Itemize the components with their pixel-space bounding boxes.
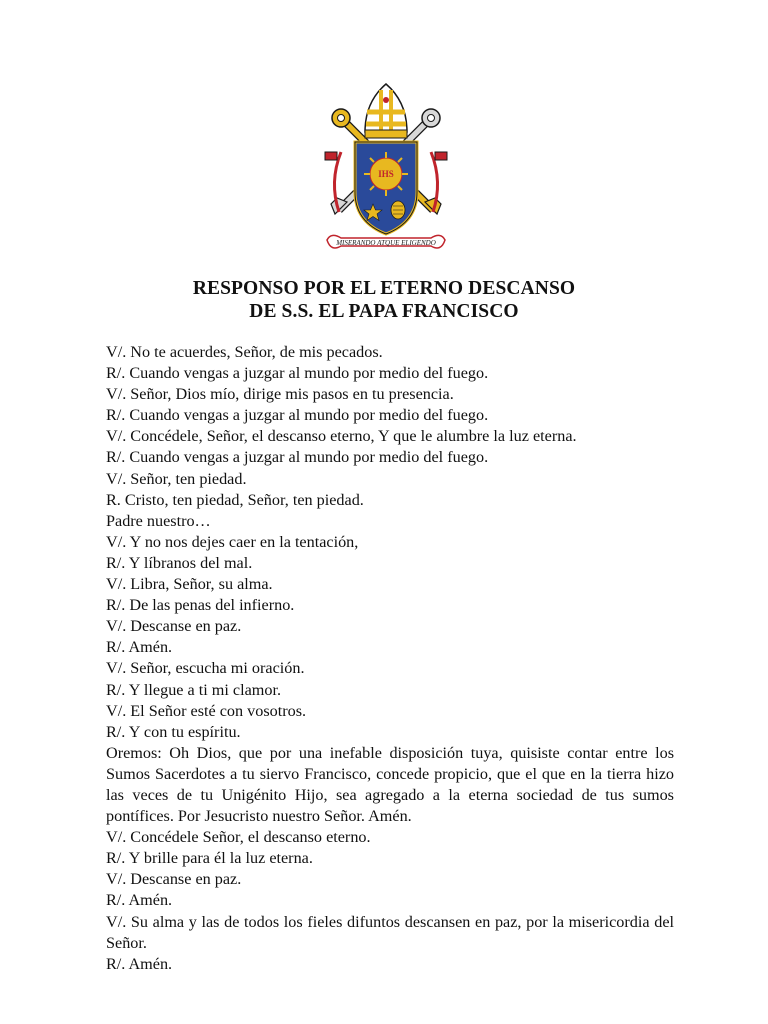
prayer-line: R/. Cuando vengas a juzgar al mundo por medio del fuego. (106, 364, 489, 383)
prayer-line: R/. Y brille para él la luz eterna. (106, 849, 313, 868)
prayer-line: V/. Y no nos dejes caer en la tentación, (106, 532, 359, 551)
prayer-line: R/. Amén. (106, 891, 173, 910)
prayer-line: R. Cristo, ten piedad, Señor, ten piedad. (106, 490, 364, 509)
final-verse-paragraph: V/. Su alma y las de todos los fieles difuntos descansen en paz, por la misericordia del Señor. (106, 912, 674, 952)
prayer-line: R/. De las penas del infierno. (106, 596, 295, 615)
prayer-line: V/. Concédele, Señor, el descanso eterno, Y que le alumbre la luz eterna. (106, 427, 577, 446)
prayer-line: R/. Y con tu espíritu. (106, 722, 241, 741)
prayer-line: R/. Cuando vengas a juzgar al mundo por medio del fuego. (106, 448, 489, 467)
prayer-line: V/. Descanse en paz. (106, 870, 242, 889)
prayer-line: V/. Señor, Dios mío, dirige mis pasos en tu presencia. (106, 385, 454, 404)
sun-emblem-icon (364, 152, 408, 196)
shield-icon (355, 142, 417, 234)
prayer-line: V/. El Señor esté con vosotros. (106, 701, 307, 720)
prayer-line: V/. Señor, ten piedad. (106, 469, 247, 488)
papal-coat-of-arms (321, 82, 451, 264)
prayer-line: R/. Y líbranos del mal. (106, 553, 253, 572)
title-line-1: RESPONSO POR EL ETERNO DESCANSO (192, 278, 576, 299)
prayer-line: V/. No te acuerdes, Señor, de mis pecados. (106, 343, 383, 361)
oremos-paragraph: Oremos: Oh Dios, que por una inefable disposición tuya, quisiste contar entre los Sumos Sacerdotes a tu siervo Francisco, concede propicio, que el que en la tierra hizo las veces de tu Unigénito Hijo, sea agregado a la eterna sociedad de tus sumos pontífices. Por Jesucristo nuestro Señor. Amén. (106, 743, 674, 826)
prayer-line: R/. Amén. (106, 954, 173, 973)
prayer-line: V/. Descanse en paz. (106, 617, 242, 636)
prayer-line: V/. Concédele Señor, el descanso eterno. (106, 828, 371, 847)
prayer-line: R/. Cuando vengas a juzgar al mundo por medio del fuego. (106, 406, 489, 425)
prayer-body (106, 342, 674, 975)
title-line-2: DE S.S. EL PAPA FRANCISCO (249, 301, 519, 322)
mitre-icon (365, 84, 407, 138)
motto-text: MISERANDO ATQUE ELIGENDO (336, 239, 436, 247)
nard-flower-icon (391, 201, 405, 219)
prayer-line: R/. Amén. (106, 638, 173, 657)
prayer-line: V/. Señor, escucha mi oración. (106, 659, 305, 678)
prayer-line: R/. Y llegue a ti mi clamor. (106, 680, 282, 699)
ihs-monogram: IHS (378, 169, 394, 179)
prayer-line: Padre nuestro… (106, 511, 211, 530)
prayer-line: V/. Libra, Señor, su alma. (106, 575, 273, 594)
motto-scroll (327, 235, 445, 248)
